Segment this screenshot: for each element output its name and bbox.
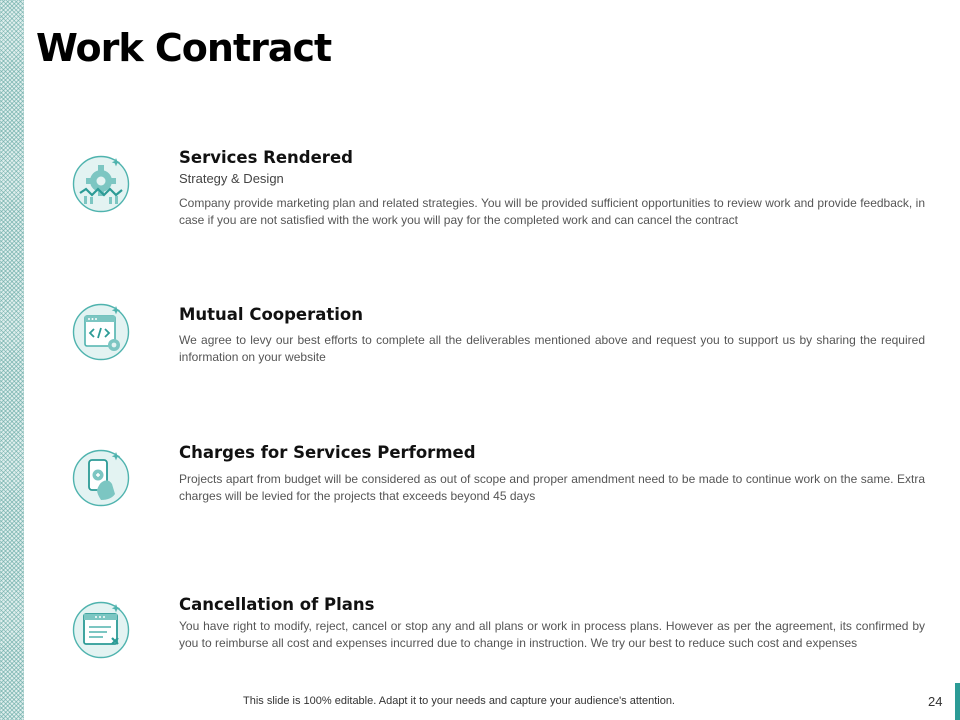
item-title: Mutual Cooperation — [179, 305, 364, 324]
item-body: You have right to modify, reject, cancel or stop any and all plans or work in process plans. However as per the agreement, its confirmed by you to reimburse all cost and expenses incurred due to change in instruction. We try our best to reduce such cost and expenses — [179, 619, 925, 650]
item-title: Cancellation of Plans — [179, 595, 375, 614]
item-body: We agree to levy our best efforts to complete all the deliverables mentioned above and request you to support us by sharing the required information on your website — [179, 333, 925, 364]
corner-accent-bar — [955, 683, 960, 720]
gear-chart-icon — [72, 155, 130, 213]
side-pattern-strip — [0, 0, 24, 720]
code-window-icon — [72, 303, 130, 361]
document-cancel-icon — [72, 601, 130, 659]
item-subtitle: Strategy & Design — [179, 171, 284, 186]
page-title: Work Contract — [36, 26, 332, 70]
item-body: Company provide marketing plan and related strategies. You will be provided sufficient opportunities to review work and provide feedback, in case if you are not satisfied with the work you will pay for the completed work and can cancel the contract — [179, 196, 925, 227]
footer-note: This slide is 100% editable. Adapt it to your needs and capture your audience's attention. — [243, 695, 675, 707]
item-title: Services Rendered — [179, 148, 353, 167]
item-title: Charges for Services Performed — [179, 443, 476, 462]
page-number: 24 — [928, 694, 943, 709]
item-body: Projects apart from budget will be considered as out of scope and proper amendment need to be made to continue work on the same. Extra charges will be levied for the projects that exceeds beyond 45 days — [179, 472, 925, 503]
hand-phone-icon — [72, 449, 130, 507]
